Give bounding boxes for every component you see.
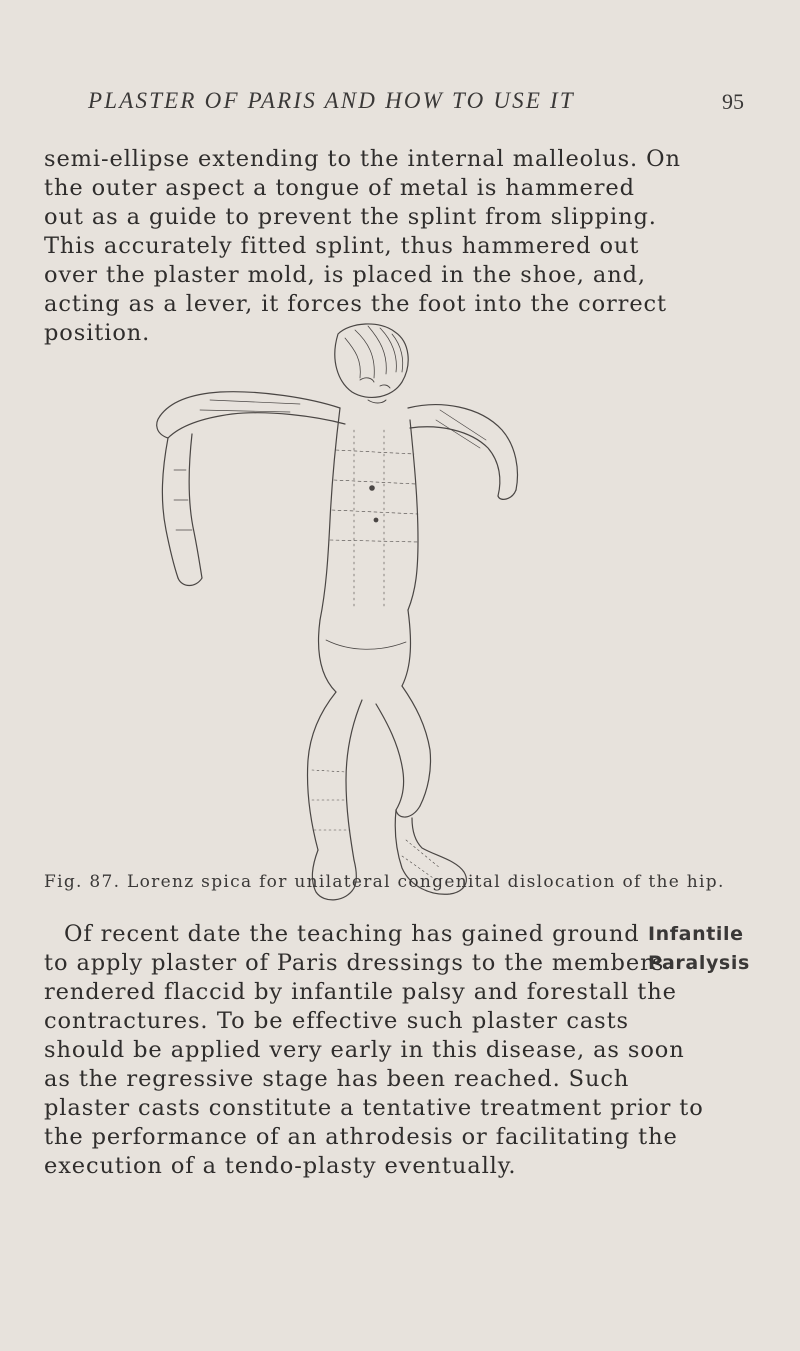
paragraph-1 xyxy=(44,145,681,348)
text-line: as the regressive stage has been reached. Such xyxy=(44,1066,630,1092)
text-line: semi-ellipse extending to the internal malleolus. On xyxy=(44,146,681,172)
running-header: PLASTER OF PARIS AND HOW TO USE IT xyxy=(88,88,575,113)
text-line: plaster casts constitute a tentative treatment prior to xyxy=(44,1095,704,1121)
margin-heading-line: Infantile xyxy=(648,923,744,945)
text-line: This accurately fitted splint, thus hammered out xyxy=(44,233,640,259)
text-line: out as a guide to prevent the splint from slipping. xyxy=(44,204,657,230)
margin-heading-line: Paralysis xyxy=(648,952,750,974)
text-line: rendered flaccid by infantile palsy and forestall the xyxy=(44,979,677,1005)
figure-illustration xyxy=(140,320,540,910)
text-line: contractures. To be effective such plaster casts xyxy=(44,1008,629,1034)
figure-caption: Fig. 87. Lorenz spica for unilateral congenital dislocation of the hip. xyxy=(44,872,725,892)
child-in-spica-cast-illustration xyxy=(140,320,540,910)
text-line: over the plaster mold, is placed in the shoe, and, xyxy=(44,262,646,288)
text-line: position. xyxy=(44,320,151,346)
page-number: 95 xyxy=(722,89,744,114)
text-line: acting as a lever, it forces the foot into the correct xyxy=(44,291,667,317)
text-line: execution of a tendo-plasty eventually. xyxy=(44,1153,517,1179)
text-line: to apply plaster of Paris dressings to the members xyxy=(44,950,665,976)
text-line: the performance of an athrodesis or facilitating the xyxy=(44,1124,678,1150)
text-line: the outer aspect a tongue of metal is hammered xyxy=(44,175,635,201)
text-line: Of recent date the teaching has gained ground xyxy=(64,921,640,947)
text-line: should be applied very early in this disease, as soon xyxy=(44,1037,685,1063)
